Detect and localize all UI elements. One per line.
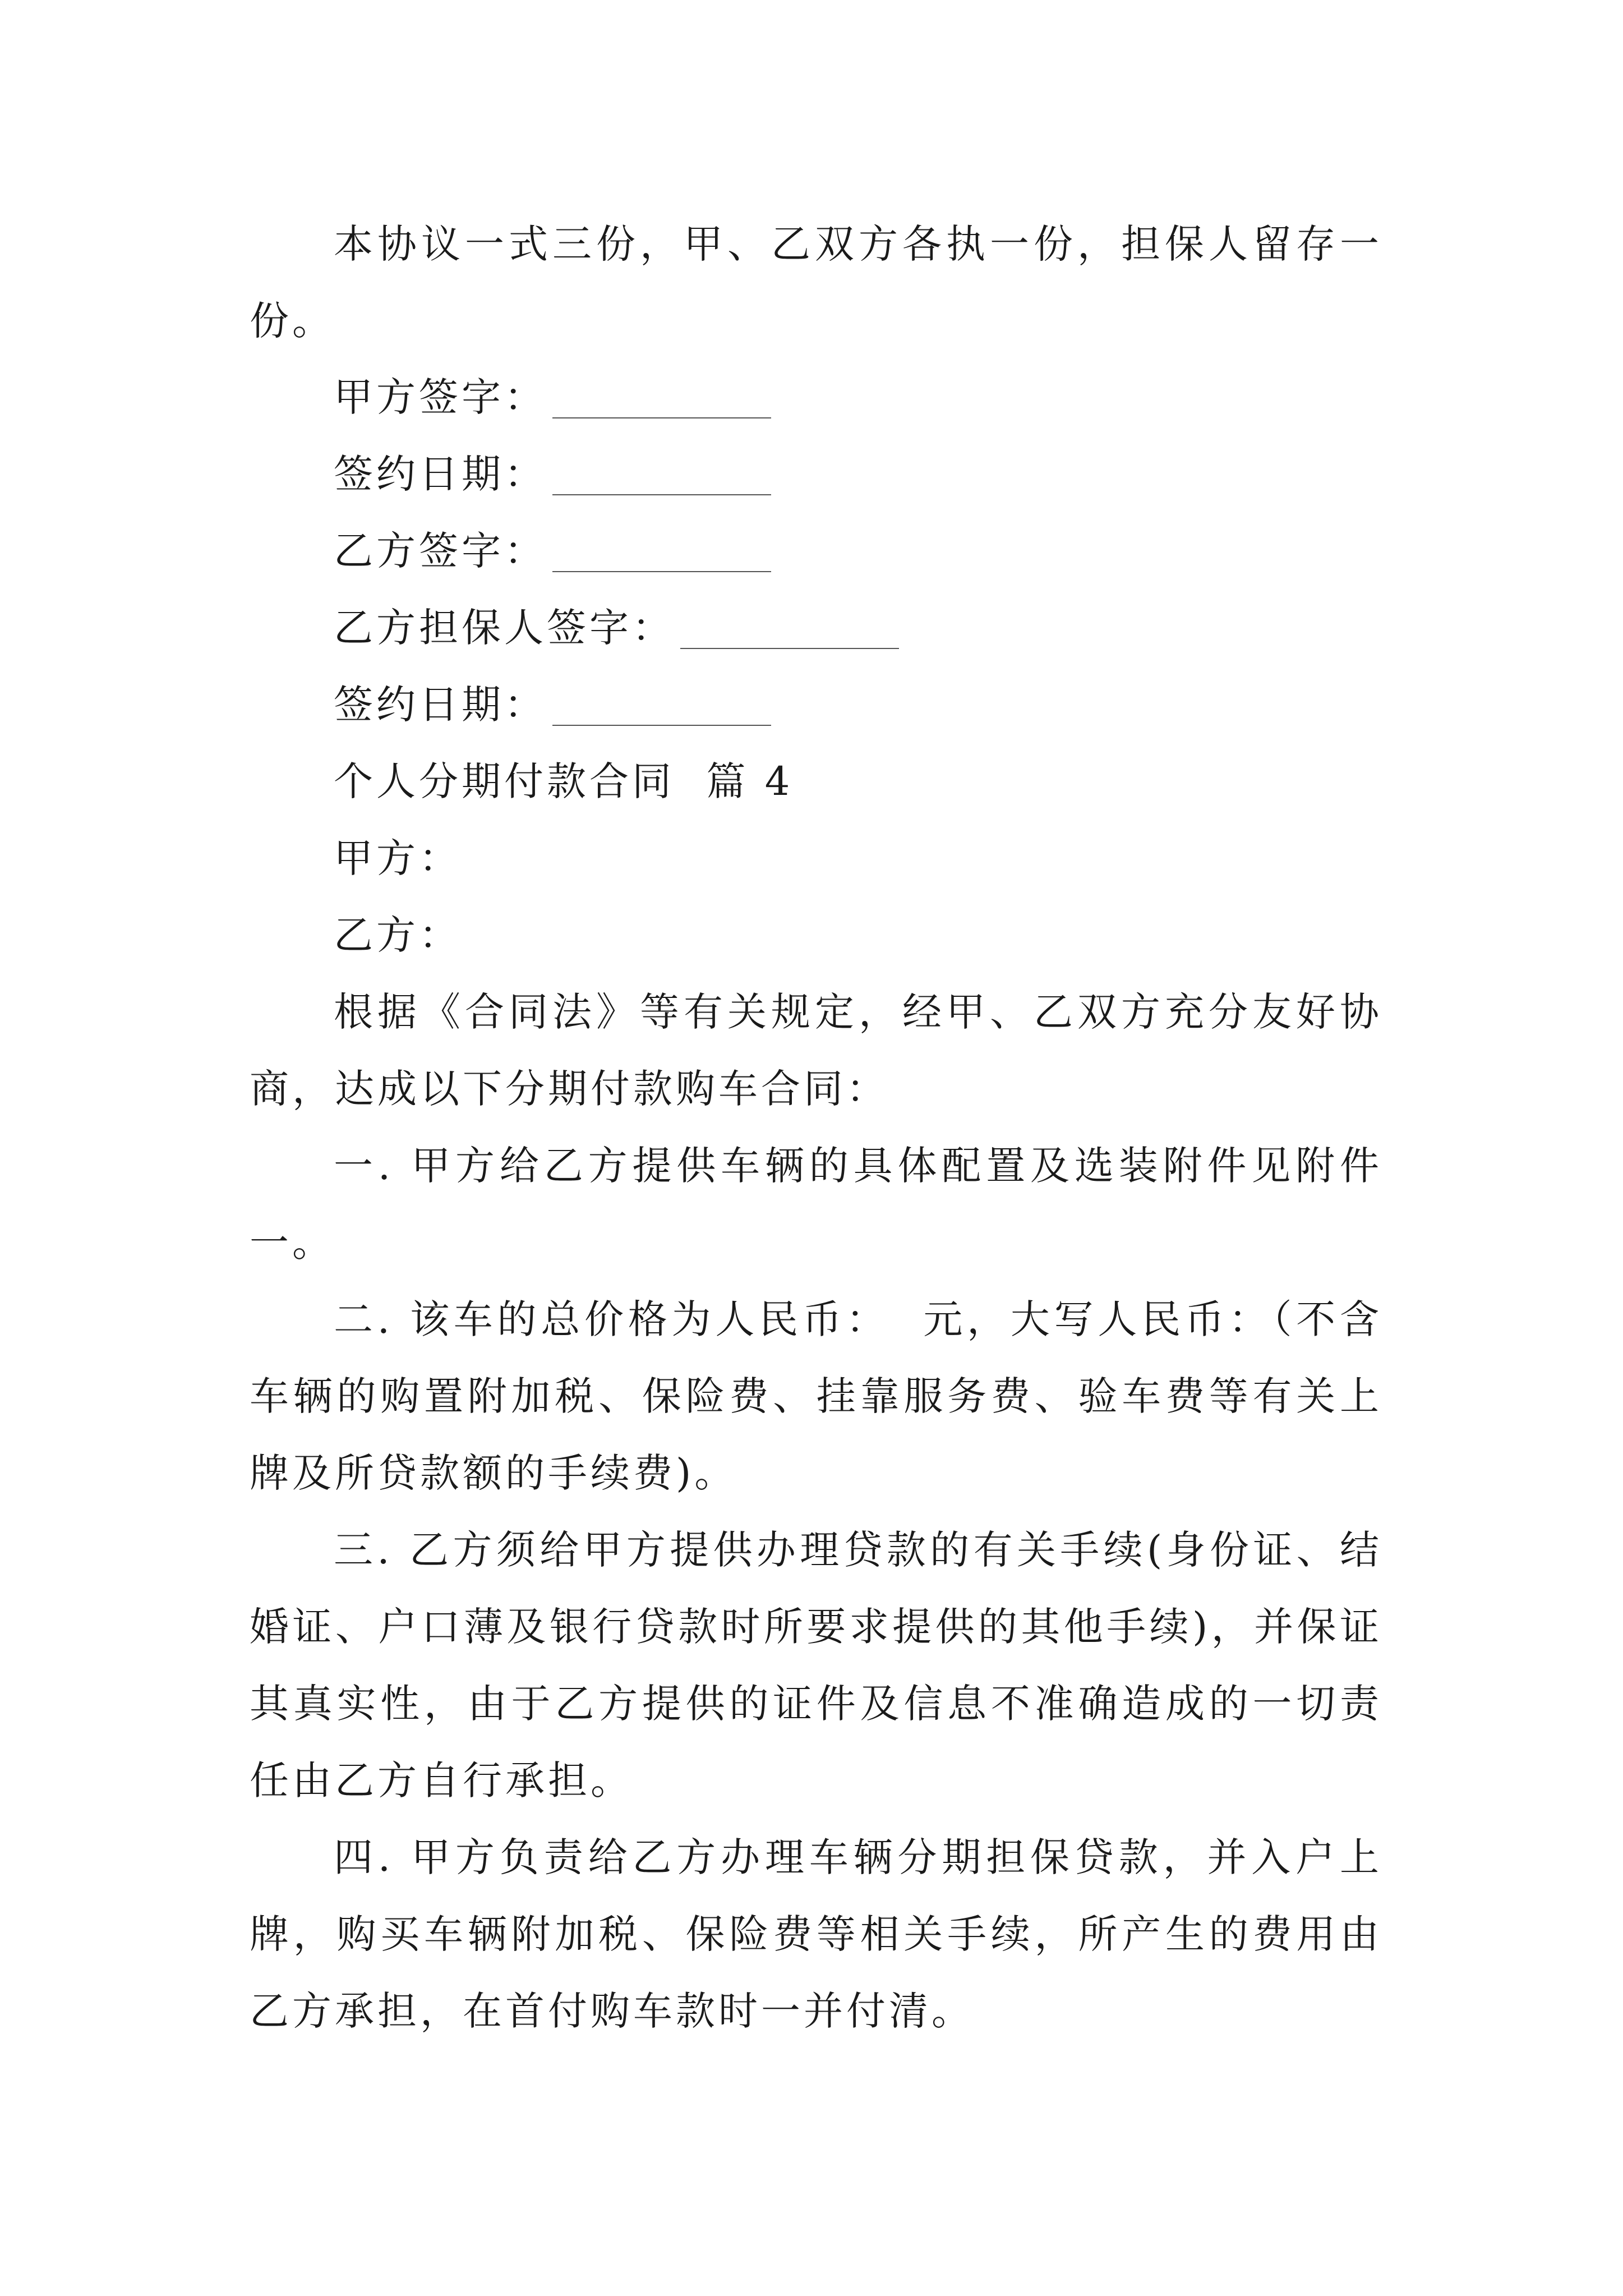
signature-guarantor-blank[interactable]: [680, 648, 899, 649]
signature-party-a: [334, 359, 771, 436]
signature-date-1: [334, 436, 771, 513]
signature-guarantor: [334, 590, 899, 666]
signature-date-2: [334, 666, 771, 743]
signature-party-a-blank[interactable]: [552, 417, 771, 418]
paragraph-intro: 本协议一式三份，甲、乙双方各执一份，担保人留存一份。: [250, 221, 1382, 344]
signature-party-b-blank[interactable]: [552, 571, 771, 572]
signature-date-2-blank[interactable]: [552, 725, 771, 726]
signature-date-1-blank[interactable]: [552, 494, 771, 495]
signature-party-a-label: 甲方签字：: [334, 374, 547, 420]
clause-1: 一. 甲方给乙方提供车辆的具体配置及选装附件见附件一。: [250, 1143, 1382, 1266]
clause-2: 二. 该车的总价格为人民币： 元，大写人民币：（不含车辆的购置附加税、保险费、挂靠服务费、验车费等有关上牌及所贷款额的手续费)。: [250, 1296, 1382, 1496]
party-b-line: 乙方：: [334, 912, 462, 958]
signature-date-2-label: 签约日期：: [334, 682, 547, 728]
signature-party-b-label: 乙方签字：: [334, 528, 547, 574]
clause-3: 三. 乙方须给甲方提供办理贷款的有关手续(身份证、结婚证、户口薄及银行贷款时所要求提供的其他手续)，并保证其真实性，由于乙方提供的证件及信息不准确造成的一切责任由乙方自行承担。: [250, 1527, 1382, 1803]
signature-date-1-label: 签约日期：: [334, 451, 547, 497]
clause-4: 四. 甲方负责给乙方办理车辆分期担保贷款，并入户上牌，购买车辆附加税、保险费等相关手续，所产生的费用由乙方承担，在首付购车款时一并付清。: [250, 1834, 1382, 2034]
signature-party-b: [334, 513, 771, 590]
party-a-line: 甲方：: [334, 835, 462, 881]
section-title: 个人分期付款合同 篇 4: [334, 758, 794, 804]
signature-guarantor-label: 乙方担保人签字：: [334, 605, 675, 651]
paragraph-basis: 根据《合同法》等有关规定，经甲、乙双方充分友好协商，达成以下分期付款购车合同：: [250, 989, 1382, 1112]
